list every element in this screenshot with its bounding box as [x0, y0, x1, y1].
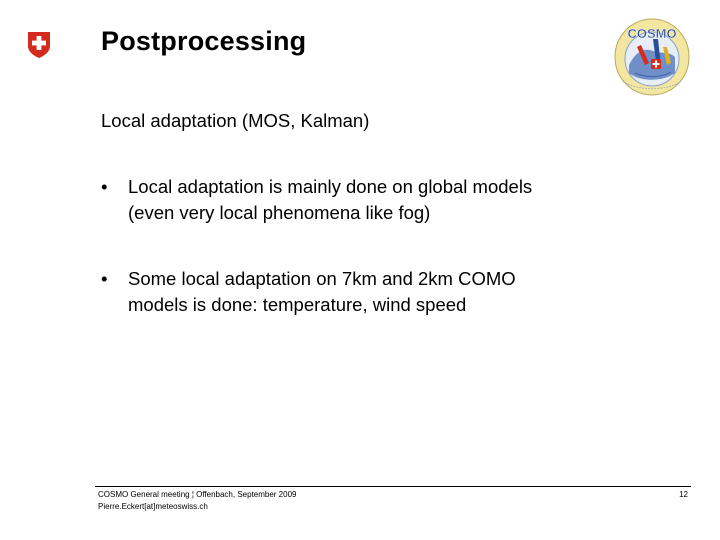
bullet-marker: •	[101, 268, 108, 289]
bullet-text-line: Some local adaptation on 7km and 2km COMO	[128, 268, 516, 289]
footer-info	[98, 489, 296, 512]
cosmo-consortium-logo	[613, 17, 691, 97]
swiss-cross-shield-icon	[27, 31, 51, 59]
bullet-text-line: (even very local phenomena like fog)	[128, 202, 431, 223]
bullet-item	[101, 266, 681, 318]
bullet-text-line: models is done: temperature, wind speed	[128, 294, 467, 315]
bullet-marker: •	[101, 176, 108, 197]
bullet-item	[101, 174, 681, 226]
footer-meeting: COSMO General meeting ¦ Offenbach, September 2009	[98, 490, 297, 499]
section-heading: Local adaptation (MOS, Kalman)	[101, 110, 370, 131]
page-number: 12	[679, 490, 688, 499]
footer-contact: Pierre.Eckert[at]meteoswiss.ch	[98, 501, 208, 511]
cosmo-logo-text: COSMO	[627, 26, 677, 41]
footer-divider	[95, 486, 691, 487]
bullet-text-line: Local adaptation is mainly done on global models	[128, 176, 533, 197]
slide-title: Postprocessing	[101, 26, 307, 56]
